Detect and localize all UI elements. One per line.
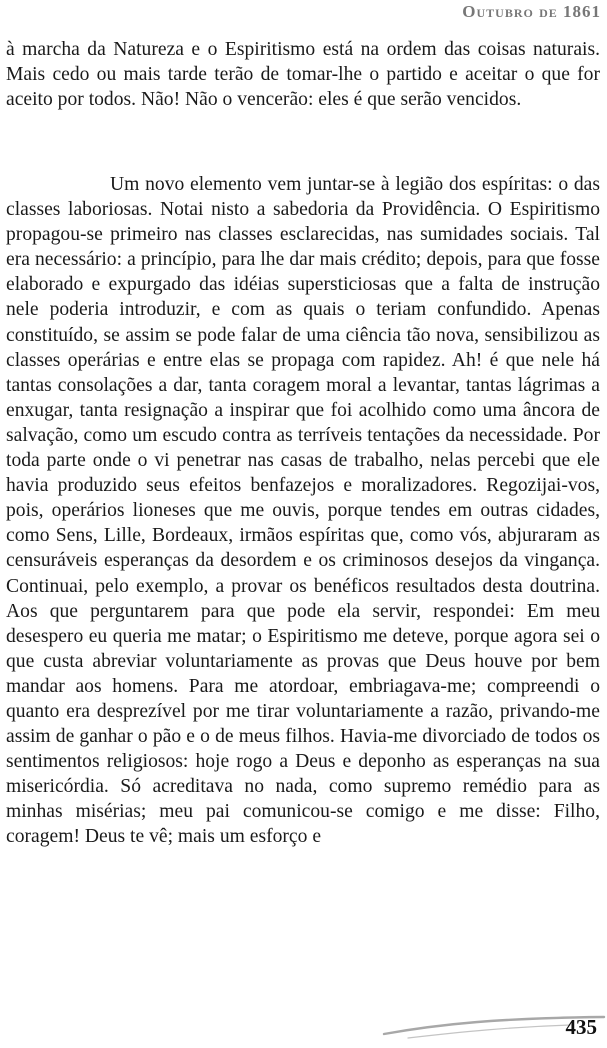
body-paragraph-1: à marcha da Natureza e o Espiritismo está na ordem das coisas naturais. Mais cedo ou mais tarde terão de tomar-lhe o partido e aceitar o que for aceito por todos. Não! Não o vencerão: eles é que serão vencidos. <box>6 39 600 111</box>
running-header: Outubro de 1861 <box>462 2 601 21</box>
page-number: 435 <box>565 1015 597 1039</box>
body-paragraph-2: Um novo elemento vem juntar-se à legião dos espíritas: o das classes laboriosas. Notai nisto a sabedoria da Providência. O Espiritismo propagou-se primeiro nas classes esclarecidas, nas sumidades sociais. Tal era necessário: a princípio, para lhe dar mais crédito; depois, para que fosse elaborado e expurgado das idéias supersticiosas que a falta de instrução nele poderia introduzir, e com as quais o teriam confundido. Apenas constituído, se assim se pode falar de uma ciência tão nova, sensibilizou as classes operárias e entre elas se propaga com rapidez. Ah! é que nele há tantas consolações a dar, tanta coragem moral a levantar, tantas lágrimas a enxugar, tanta resignação a inspirar que foi acolhido como uma âncora de salvação, como um escudo contra as terríveis tentações da necessidade. Por toda parte onde o vi penetrar nas casas de trabalho, nelas percebi que ele havia produzido seus efeitos benfazejos e moralizadores. Regozijai-vos, pois, operários lioneses que me ouvis, porque tendes em outras cidades, como Sens, Lille, Bordeaux, irmãos espíritas que, como vós, abjuraram as censuráveis esperanças da desordem e os criminosos desejos da vingança. Continuai, pelo exemplo, a provar os benéficos resultados desta doutrina. Aos que perguntarem para que pode ela servir, respondei: Em meu desespero eu queria me matar; o Espiritismo me deteve, porque agora sei o que custa abreviar voluntariamente as provas que Deus houve por bem mandar aos homens. Para me atordoar, embriagava-me; compreendi o quanto era desprezível por me tirar voluntariamente a razão, privando-me assim de ganhar o pão e o de meus filhos. Havia-me divorciado de todos os sentimentos religiosos: hoje rogo a Deus e deponho as esperanças na sua misericórdia. Só acreditava no nada, como supremo remédio para as minhas misérias; meu pai comunicou-se comigo e me disse: Filho, coragem! Deus te vê; mais um esforço e <box>6 174 600 848</box>
page-footer <box>380 1008 607 1048</box>
